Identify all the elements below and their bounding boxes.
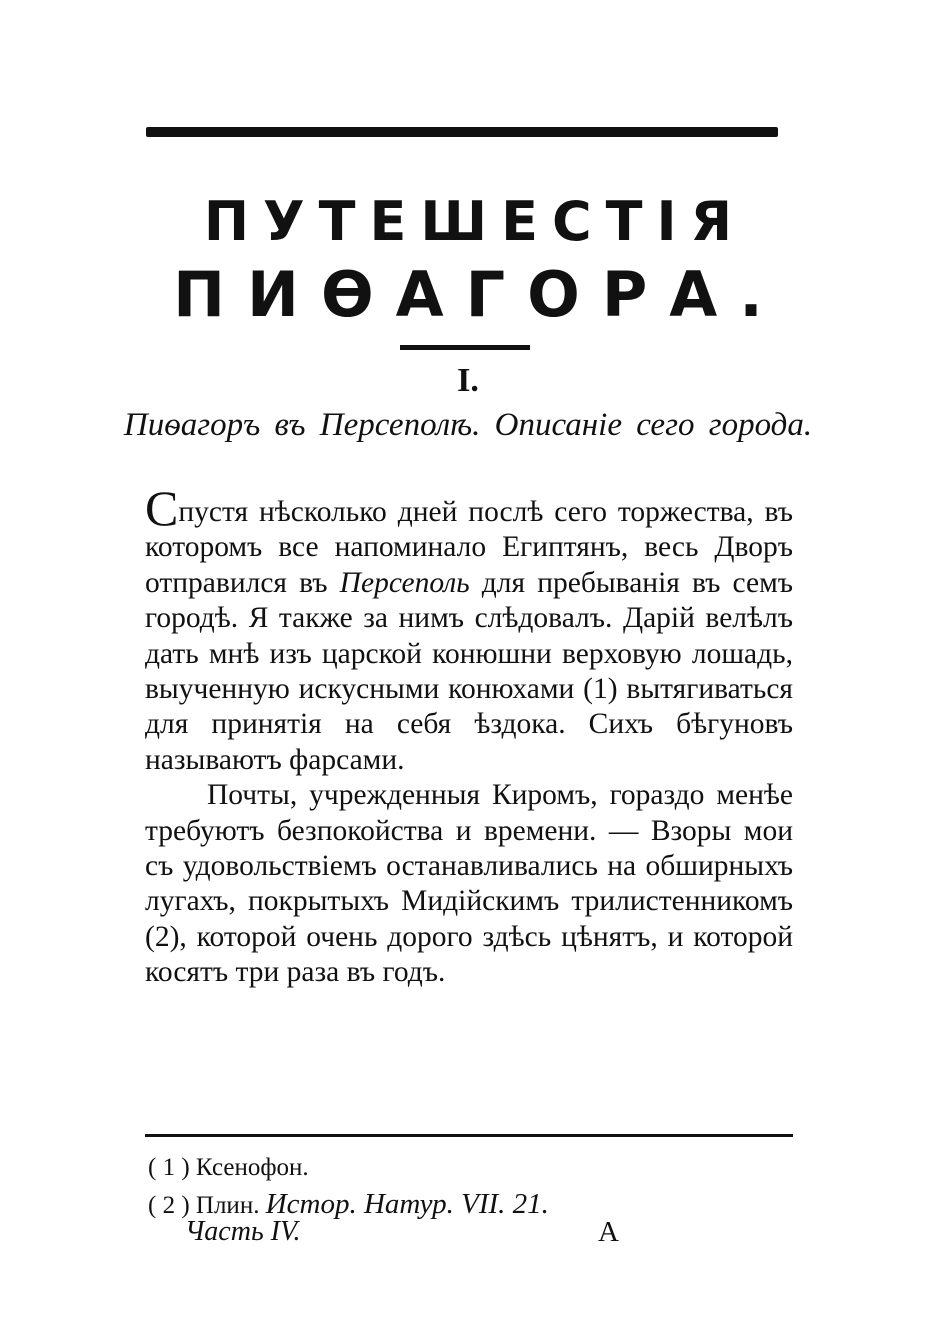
paragraph-1-text-b: для пребыванія въ семъ городѣ. Я также за нимъ слѣдовалъ. Дарій велѣлъ дать мнѣ изъ царской конюшни верховую лошадь, выученную искусными конюхами (1) вытягиваться для принятія на себя ѣздока. Сихъ бѣгуновъ называютъ фарсами. <box>145 566 793 776</box>
footnote-2-mark: ( 2 ) <box>148 1192 190 1219</box>
paragraph-1 <box>145 480 793 778</box>
chapter-number: I. <box>457 362 479 399</box>
footnote-1 <box>148 1150 798 1186</box>
book-title-line-1: ПУТЕШЕСТІЯ <box>203 190 747 253</box>
drop-cap: С <box>145 480 179 536</box>
paragraph-2: Почты, учрежденныя Киромъ, гораздо менѣе требуютъ безпокойства и времени. — Взоры мои съ удовольствіемъ останавливались на обширныхъ лугахъ, покрытыхъ Мидійскимъ трилистенникомъ (2), которой очень дорого здѣсь цѣнятъ, и которой косятъ три раза въ годъ. <box>145 779 793 989</box>
book-title-line-2: ПИѲАГОРА. <box>173 258 785 331</box>
footnote-rule <box>145 1134 793 1137</box>
paragraph-1-text-a: пустя нѣсколько дней послѣ сего торжества, въ которомъ все напоминало Египтянъ, весь Дворъ отправился въ <box>145 496 793 599</box>
chapter-title: Пиѳагоръ въ Персеполѣ. Описаніе сего города. <box>123 407 813 443</box>
signature-part: Часть IV. <box>185 1216 301 1247</box>
footnote-2-abbr: Плин. <box>195 1192 260 1219</box>
footnote-2-title: Истор. Натур. VII. 21. <box>265 1188 549 1220</box>
footnote-1-mark: ( 1 ) <box>148 1154 190 1181</box>
footnotes <box>148 1150 798 1224</box>
footnote-1-text: Ксенофон. <box>195 1154 309 1181</box>
top-ornament-rule <box>146 127 778 137</box>
signature-letter: А <box>598 1216 619 1248</box>
body-text <box>145 480 793 991</box>
place-name: Персеполь <box>339 566 470 599</box>
title-divider-rule <box>400 345 530 350</box>
